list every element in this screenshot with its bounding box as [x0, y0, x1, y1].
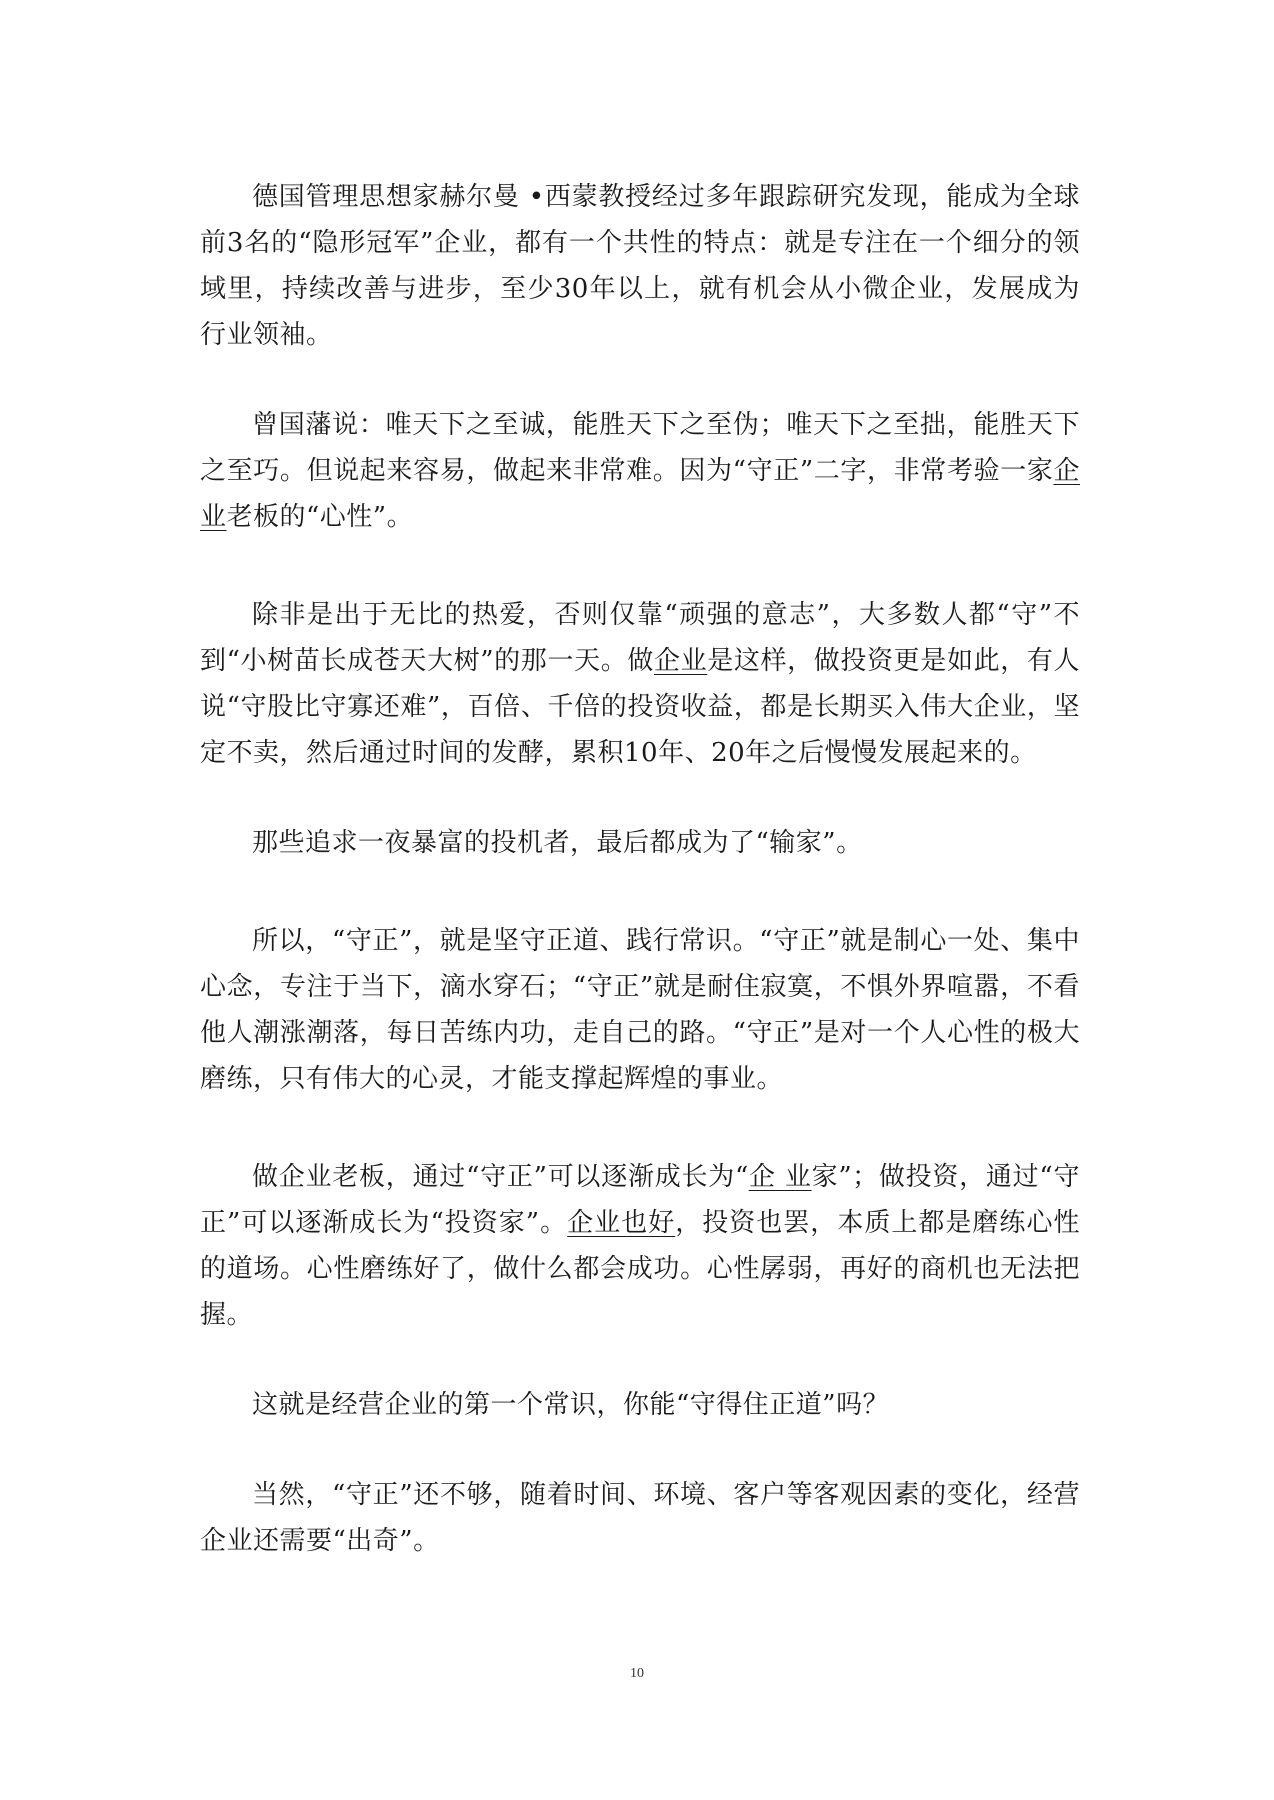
paragraph-shouzheng [200, 918, 1080, 1102]
paragraph-first-common-sense [200, 1382, 1080, 1428]
underlined-text: 企业 [653, 646, 708, 676]
text-segment: 是这样，做投资更是如此，有人说“守股比守寡还难”，百倍、千倍的投资收益，都是长期买入伟大企业，坚定不卖，然后通过时间的发酵，累积10年、20年之后慢慢发展起来的。 [200, 646, 1080, 768]
paragraph-speculators [200, 820, 1080, 866]
text-segment: 所以，“守正”，就是坚守正道、践行常识。“守正”就是制心一处、集中心念，专注于当下，滴水穿石；“守正”就是耐住寂寞，不惧外界喧嚣，不看他人潮涨潮落，每日苦练内功，走自己的路。“守正”是对一个人心性的极大磨练，只有伟大的心灵，才能支撑起辉煌的事业。 [200, 926, 1080, 1094]
text-segment: 老板的“心性”。 [226, 502, 414, 532]
paragraph-passion [200, 592, 1080, 776]
text-segment: 曾国藩说：唯天下之至诚，能胜天下之至伪；唯天下之至拙，能胜天下之至巧。但说起来容易，做起来非常难。因为“守正”二字，非常考验一家 [200, 410, 1080, 486]
underlined-text: 企业 [200, 456, 1080, 532]
body-text [200, 174, 1080, 1608]
text-segment: 做企业老板，通过“守正”可以逐渐成长为“ [252, 1162, 749, 1192]
text-segment: 除非是出于无比的热爱，否则仅靠“顽强的意志”，大多数人都“守”不到“小树苗长成苍天大树”的那一天。做 [200, 600, 1080, 676]
text-segment: 这就是经营企业的第一个常识，你能“守得住正道”吗？ [252, 1390, 890, 1420]
paragraph-hidden-champions [200, 174, 1080, 358]
text-segment: 家”；做投资，通过“守正”可以逐渐成长为“投资家”。 [200, 1162, 1080, 1238]
underlined-text: 企 业 [748, 1162, 812, 1192]
page-number: 10 [630, 1666, 644, 1681]
text-segment: 那些追求一夜暴富的投机者，最后都成为了“输家”。 [252, 828, 863, 858]
paragraph-zeng-guofan [200, 402, 1080, 540]
text-segment: 德国管理思想家赫尔曼 •西蒙教授经过多年跟踪研究发现，能成为全球前3名的“隐形冠军”企业，都有一个共性的特点：就是专注在一个细分的领域里，持续改善与进步，至少30年以上，就有机会从小微企业，发展成为行业领袖。 [200, 182, 1080, 350]
text-segment: 当然，“守正”还不够，随着时间、环境、客户等客观因素的变化，经营企业还需要“出奇”。 [200, 1480, 1080, 1556]
paragraph-entrepreneur [200, 1154, 1080, 1338]
underlined-text: 企业也好 [567, 1208, 676, 1238]
text-segment: ，投资也罢，本质上都是磨练心性的道场。心性磨练好了，做什么都会成功。心性孱弱，再好的商机也无法把握。 [200, 1208, 1080, 1330]
paragraph-chuqi [200, 1472, 1080, 1564]
